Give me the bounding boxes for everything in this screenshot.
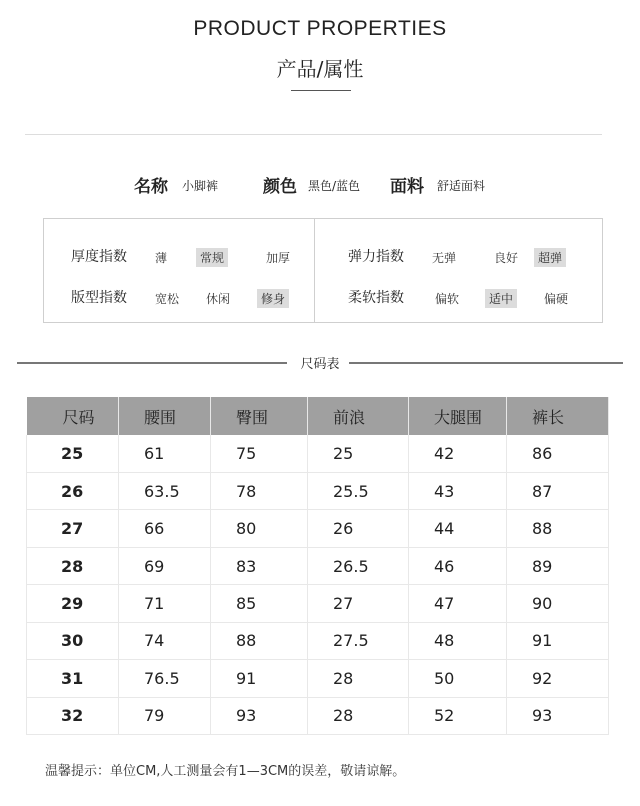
size-title-line-right [349, 362, 623, 364]
attr-color-value: 黑色/蓝色 [308, 179, 361, 193]
measurement-cell: 83 [211, 547, 308, 584]
measurement-cell: 87 [507, 472, 609, 509]
size-cell: 30 [27, 622, 119, 659]
measurement-cell: 66 [119, 510, 211, 547]
measurement-cell: 76.5 [119, 660, 211, 697]
measurement-cell: 46 [409, 547, 507, 584]
properties-box [43, 218, 603, 323]
measurement-cell: 93 [211, 697, 308, 734]
measurement-cell: 48 [409, 622, 507, 659]
thickness-option: 加厚 [266, 251, 291, 265]
column-header: 裤长 [507, 397, 609, 435]
measurement-cell: 88 [507, 510, 609, 547]
attr-color-key: 颜色 [263, 177, 297, 197]
measurement-cell: 89 [507, 547, 609, 584]
page-title-en: PRODUCT PROPERTIES [193, 17, 447, 40]
size-cell: 26 [27, 472, 119, 509]
size-table [26, 397, 609, 735]
measurement-cell: 90 [507, 585, 609, 622]
table-row [27, 660, 609, 697]
table-row [27, 622, 609, 659]
measurement-cell: 47 [409, 585, 507, 622]
table-header-row [27, 397, 609, 435]
size-cell: 31 [27, 660, 119, 697]
table-row [27, 697, 609, 734]
measurement-cell: 27 [308, 585, 409, 622]
elasticity-option: 良好 [494, 251, 519, 265]
size-cell: 25 [27, 435, 119, 472]
thickness-label: 厚度指数 [71, 249, 127, 265]
elasticity-option-selected: 超弹 [534, 248, 566, 267]
measurement-cell: 63.5 [119, 472, 211, 509]
measurement-cell: 28 [308, 697, 409, 734]
measurement-cell: 25.5 [308, 472, 409, 509]
measurement-cell: 74 [119, 622, 211, 659]
measurement-cell: 27.5 [308, 622, 409, 659]
column-header: 腰围 [119, 397, 211, 435]
properties-divider [314, 219, 315, 322]
measurement-cell: 26 [308, 510, 409, 547]
table-row [27, 472, 609, 509]
table-row [27, 547, 609, 584]
measurement-cell: 91 [211, 660, 308, 697]
thickness-option: 薄 [155, 251, 168, 265]
attr-fabric-key: 面料 [390, 177, 424, 197]
measurement-cell: 61 [119, 435, 211, 472]
measurement-cell: 93 [507, 697, 609, 734]
measurement-cell: 25 [308, 435, 409, 472]
column-header: 前浪 [308, 397, 409, 435]
softness-option: 偏硬 [544, 292, 569, 306]
table-body [27, 435, 609, 735]
measurement-cell: 85 [211, 585, 308, 622]
elasticity-option: 无弹 [432, 251, 457, 265]
measurement-cell: 26.5 [308, 547, 409, 584]
table-row [27, 435, 609, 472]
measurement-cell: 78 [211, 472, 308, 509]
fit-option: 宽松 [155, 292, 180, 306]
column-header: 尺码 [27, 397, 119, 435]
attr-name-key: 名称 [134, 177, 168, 197]
measurement-cell: 91 [507, 622, 609, 659]
measurement-cell: 79 [119, 697, 211, 734]
measurement-cell: 92 [507, 660, 609, 697]
column-header: 臀围 [211, 397, 308, 435]
size-cell: 27 [27, 510, 119, 547]
title-underline [291, 90, 351, 91]
fit-option: 休闲 [206, 292, 231, 306]
thickness-option-selected: 常规 [196, 248, 228, 267]
measurement-cell: 44 [409, 510, 507, 547]
softness-option-selected: 适中 [485, 289, 517, 308]
softness-label: 柔软指数 [348, 290, 404, 306]
measurement-cell: 42 [409, 435, 507, 472]
size-cell: 32 [27, 697, 119, 734]
softness-option: 偏软 [435, 292, 460, 306]
measurement-cell: 28 [308, 660, 409, 697]
fit-option-selected: 修身 [257, 289, 289, 308]
table-row [27, 585, 609, 622]
page-title-cn: 产品/属性 [276, 57, 364, 81]
measurement-cell: 71 [119, 585, 211, 622]
measurement-tip: 温馨提示：单位CM,人工测量会有1—3CM的误差，敬请谅解。 [45, 764, 406, 779]
section-divider [25, 134, 602, 135]
column-header: 大腿围 [409, 397, 507, 435]
elasticity-label: 弹力指数 [348, 249, 404, 265]
table-row [27, 510, 609, 547]
size-cell: 29 [27, 585, 119, 622]
measurement-cell: 80 [211, 510, 308, 547]
measurement-cell: 69 [119, 547, 211, 584]
measurement-cell: 52 [409, 697, 507, 734]
attr-fabric-value: 舒适面料 [437, 179, 486, 193]
measurement-cell: 86 [507, 435, 609, 472]
measurement-cell: 50 [409, 660, 507, 697]
attributes-row [0, 170, 640, 200]
fit-label: 版型指数 [71, 290, 127, 306]
measurement-cell: 43 [409, 472, 507, 509]
measurement-cell: 88 [211, 622, 308, 659]
measurement-cell: 75 [211, 435, 308, 472]
size-chart-title: 尺码表 [300, 357, 340, 372]
size-cell: 28 [27, 547, 119, 584]
attr-name-value: 小脚裤 [182, 179, 219, 193]
